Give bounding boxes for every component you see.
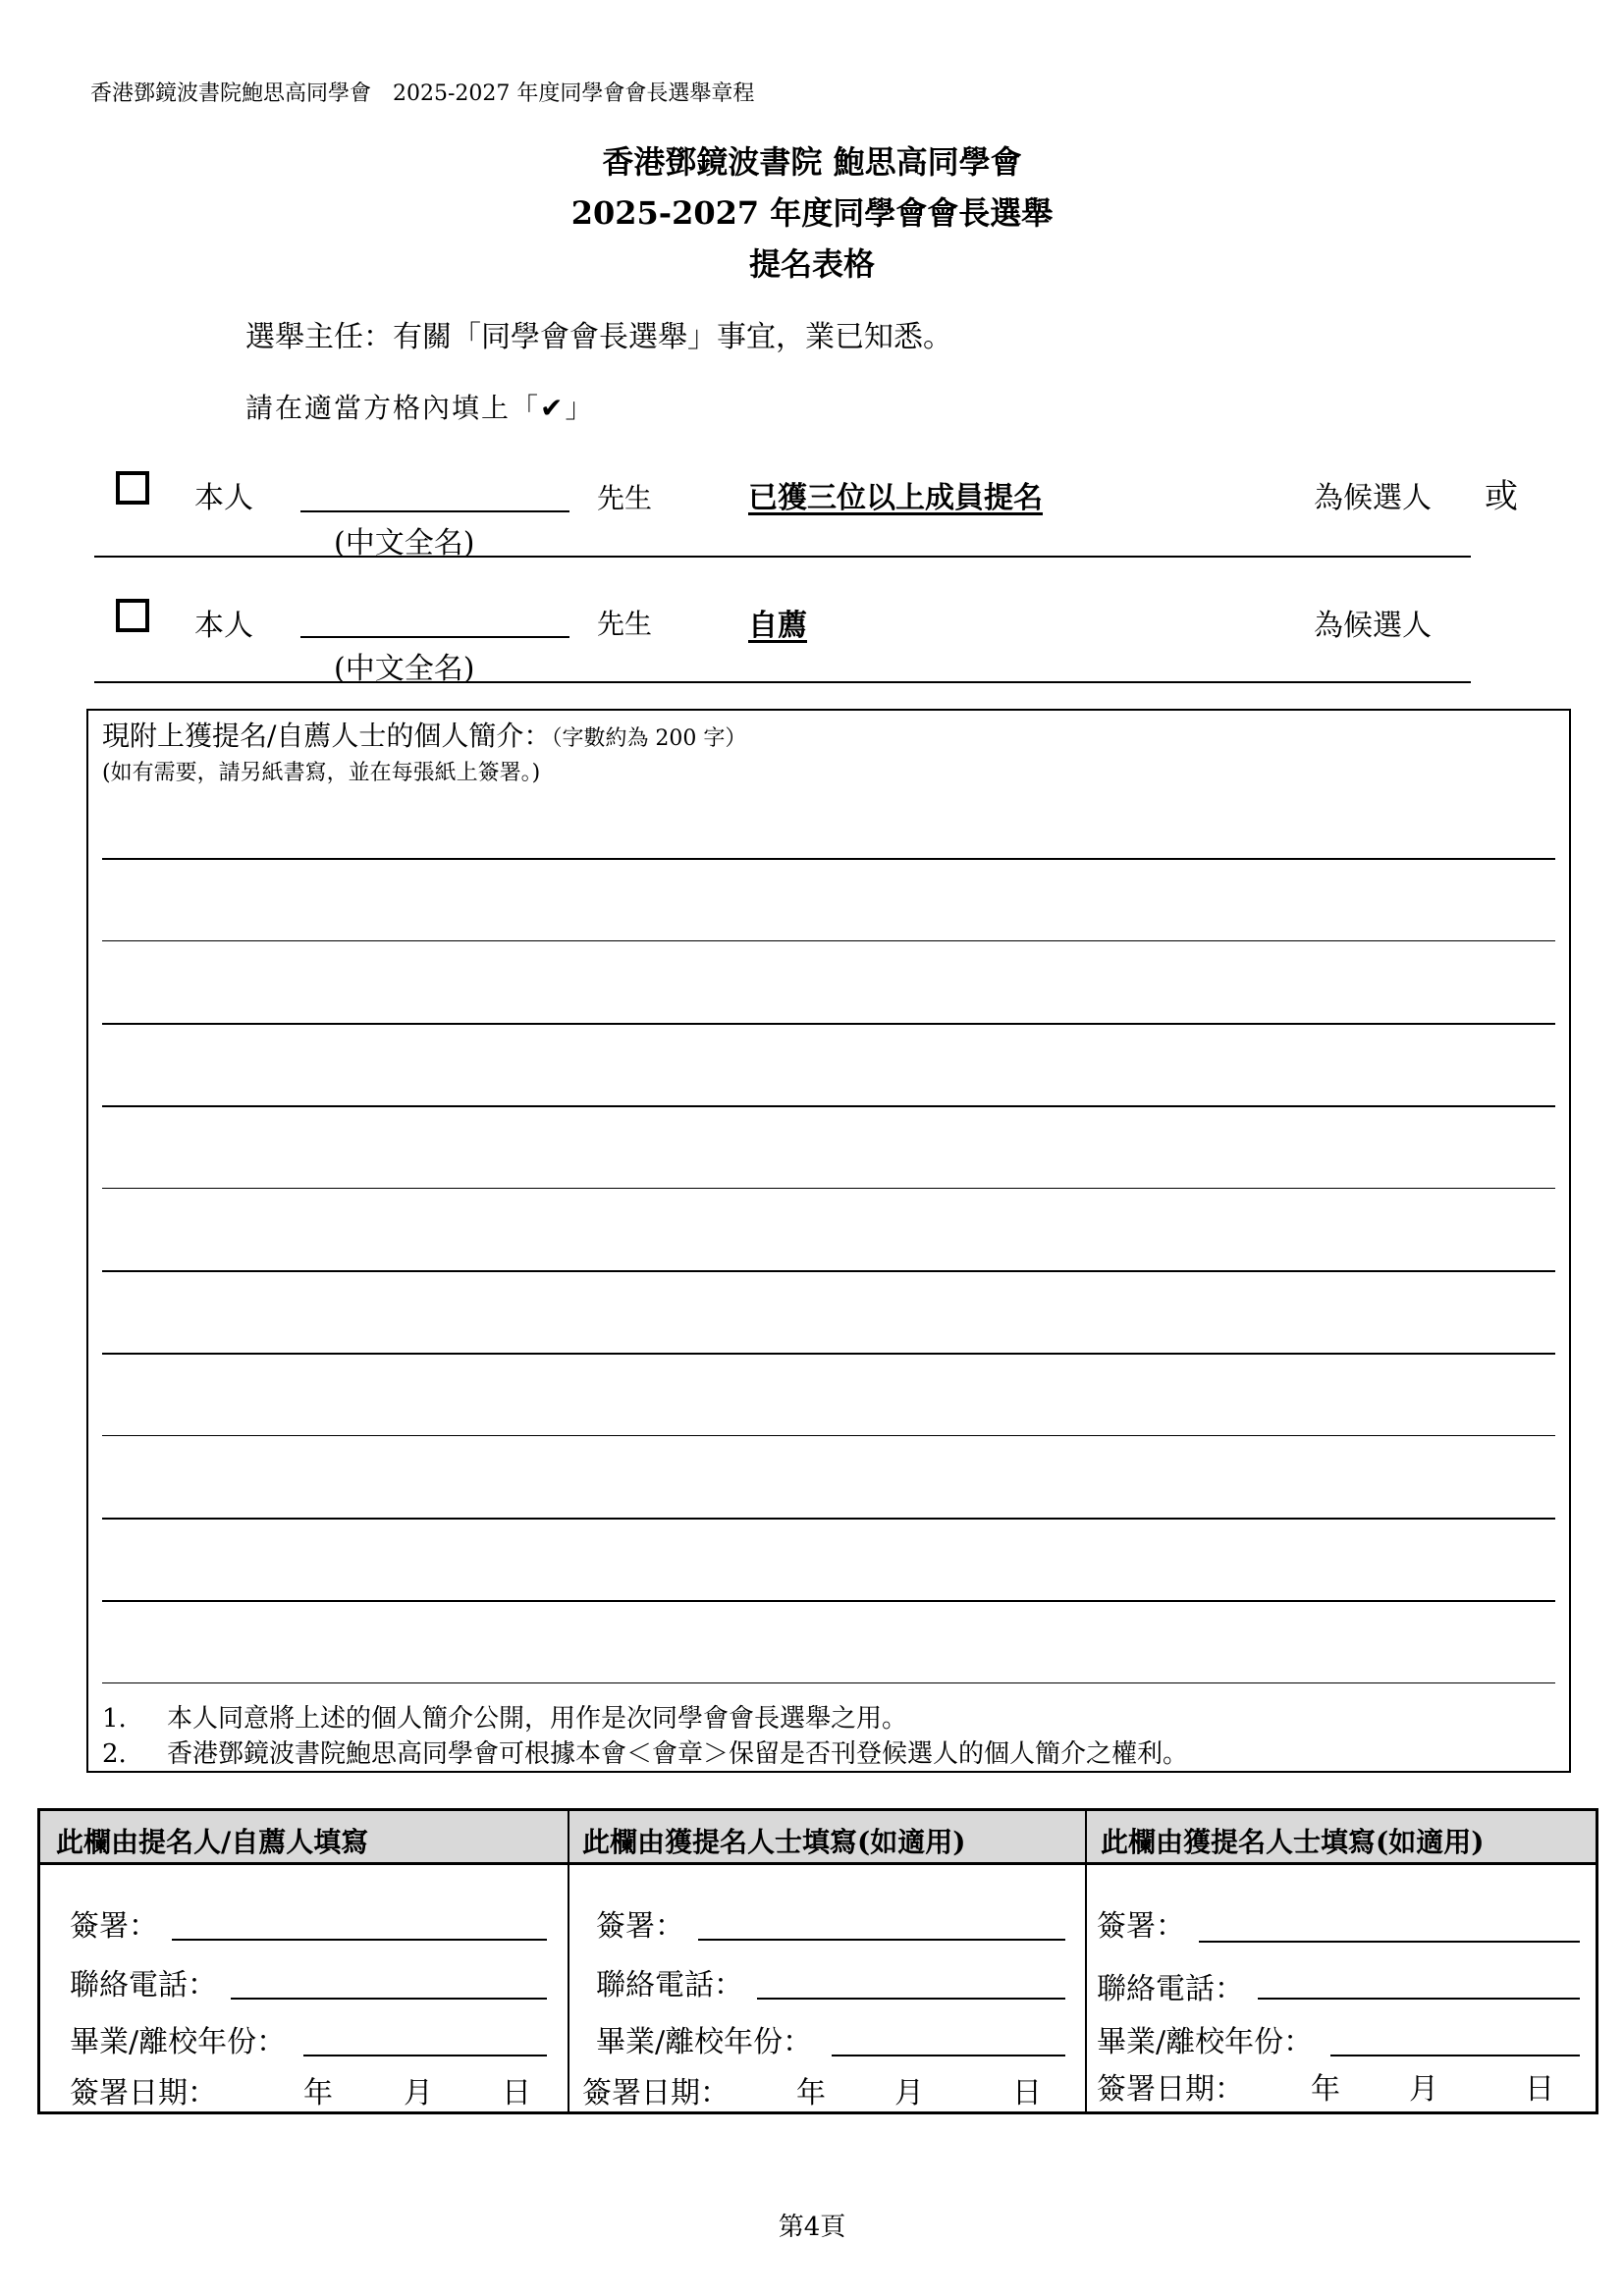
month-label: 月: [894, 2076, 924, 2110]
profile-writing-line[interactable]: [102, 858, 1555, 860]
phone-field[interactable]: [1258, 1998, 1580, 2000]
day-label: 日: [502, 2076, 531, 2110]
column-divider: [568, 1811, 569, 2111]
name-hint: (中文全名): [334, 526, 475, 561]
year-label: 年: [303, 2076, 333, 2110]
sign-date-label: 簽署日期：: [70, 2076, 217, 2110]
declaration-item: 2. 香港鄧鏡波書院鮑思高同學會可根據本會＜會章＞保留是否刊登候選人的個人簡介之權利。: [102, 1739, 1189, 1769]
profile-note: (如有需要，請另紙書寫，並在每張紙上簽署。): [102, 761, 541, 785]
signature-label: 簽署：: [1097, 1909, 1185, 1944]
day-label: 日: [1012, 2076, 1042, 2110]
year-label: 年: [796, 2076, 826, 2110]
signature-label: 簽署：: [596, 1909, 684, 1944]
phone-field[interactable]: [231, 1998, 547, 2000]
profile-writing-line[interactable]: [102, 1023, 1555, 1025]
signature-field[interactable]: [698, 1939, 1065, 1941]
phone-label: 聯絡電話：: [1097, 1972, 1244, 2006]
grad-year-field[interactable]: [303, 2055, 547, 2056]
profile-writing-line[interactable]: [102, 1270, 1555, 1272]
column-header-nominee: 此欄由獲提名人士填寫(如適用): [582, 1826, 966, 1858]
candidate-label: 為候選人: [1314, 609, 1432, 643]
sign-date-label: 簽署日期：: [582, 2076, 730, 2110]
grad-year-label: 畢業/離校年份：: [596, 2025, 813, 2059]
or-label: 或: [1485, 477, 1518, 516]
grad-year-field[interactable]: [832, 2055, 1065, 2056]
signature-table: [37, 1808, 1598, 2114]
signature-label: 簽署：: [70, 1909, 158, 1944]
column-header-nominee: 此欄由獲提名人士填寫(如適用): [1101, 1826, 1485, 1858]
self-label: 本人: [194, 609, 253, 643]
profile-writing-line[interactable]: [102, 1518, 1555, 1520]
form-title-election: 2025-2027 年度同學會會長選舉: [570, 194, 1054, 232]
self-label: 本人: [194, 481, 253, 515]
nomination-method: 自薦: [748, 609, 807, 643]
title-label: 先生: [597, 482, 653, 514]
profile-writing-line[interactable]: [102, 1353, 1555, 1355]
nominated-checkbox[interactable]: [116, 471, 149, 505]
profile-section: [86, 709, 1571, 1773]
signature-field[interactable]: [1199, 1941, 1580, 1943]
grad-year-field[interactable]: [1330, 2055, 1580, 2056]
chinese-name-field[interactable]: [300, 510, 569, 512]
column-divider: [1085, 1811, 1087, 2111]
profile-writing-line[interactable]: [102, 940, 1555, 941]
signature-field[interactable]: [172, 1939, 547, 1941]
phone-field[interactable]: [757, 1998, 1065, 2000]
month-label: 月: [1409, 2072, 1438, 2107]
profile-writing-line[interactable]: [102, 1435, 1555, 1436]
profile-writing-line[interactable]: [102, 1600, 1555, 1602]
tick-instruction: 請在適當方格內填上「✔」: [245, 392, 595, 424]
grad-year-label: 畢業/離校年份：: [1097, 2025, 1314, 2059]
running-header: 香港鄧鏡波書院鮑思高同學會 2025-2027 年度同學會會長選舉章程: [90, 81, 755, 106]
profile-writing-line[interactable]: [102, 1105, 1555, 1107]
phone-label: 聯絡電話：: [596, 1968, 743, 2002]
title-label: 先生: [597, 608, 653, 640]
nomination-method: 已獲三位以上成員提名: [748, 481, 1043, 515]
election-notice: 選舉主任：有關「同學會會長選舉」事宜，業已知悉。: [245, 320, 952, 354]
day-label: 日: [1525, 2072, 1554, 2107]
declaration-item: 1. 本人同意將上述的個人簡介公開，用作是次同學會會長選舉之用。: [102, 1704, 908, 1734]
sign-date-label: 簽署日期：: [1097, 2072, 1244, 2107]
form-title-org: 香港鄧鏡波書院 鮑思高同學會: [602, 143, 1022, 181]
divider: [94, 556, 1471, 558]
self-nominated-checkbox[interactable]: [116, 599, 149, 632]
name-hint: (中文全名): [334, 652, 475, 686]
form-title-type: 提名表格: [748, 245, 875, 283]
profile-heading: 現附上獲提名/自薦人士的個人簡介：（字數約為 200 字）: [102, 720, 747, 752]
profile-writing-line[interactable]: [102, 1682, 1555, 1683]
column-header-nominator: 此欄由提名人/自薦人填寫: [56, 1826, 369, 1858]
profile-writing-line[interactable]: [102, 1188, 1555, 1189]
grad-year-label: 畢業/離校年份：: [70, 2025, 287, 2059]
page-number: 第4頁: [778, 2213, 846, 2242]
month-label: 月: [404, 2076, 433, 2110]
year-label: 年: [1311, 2072, 1340, 2107]
divider: [94, 681, 1471, 683]
candidate-label: 為候選人: [1314, 481, 1432, 515]
chinese-name-field[interactable]: [300, 636, 569, 638]
phone-label: 聯絡電話：: [70, 1968, 217, 2002]
